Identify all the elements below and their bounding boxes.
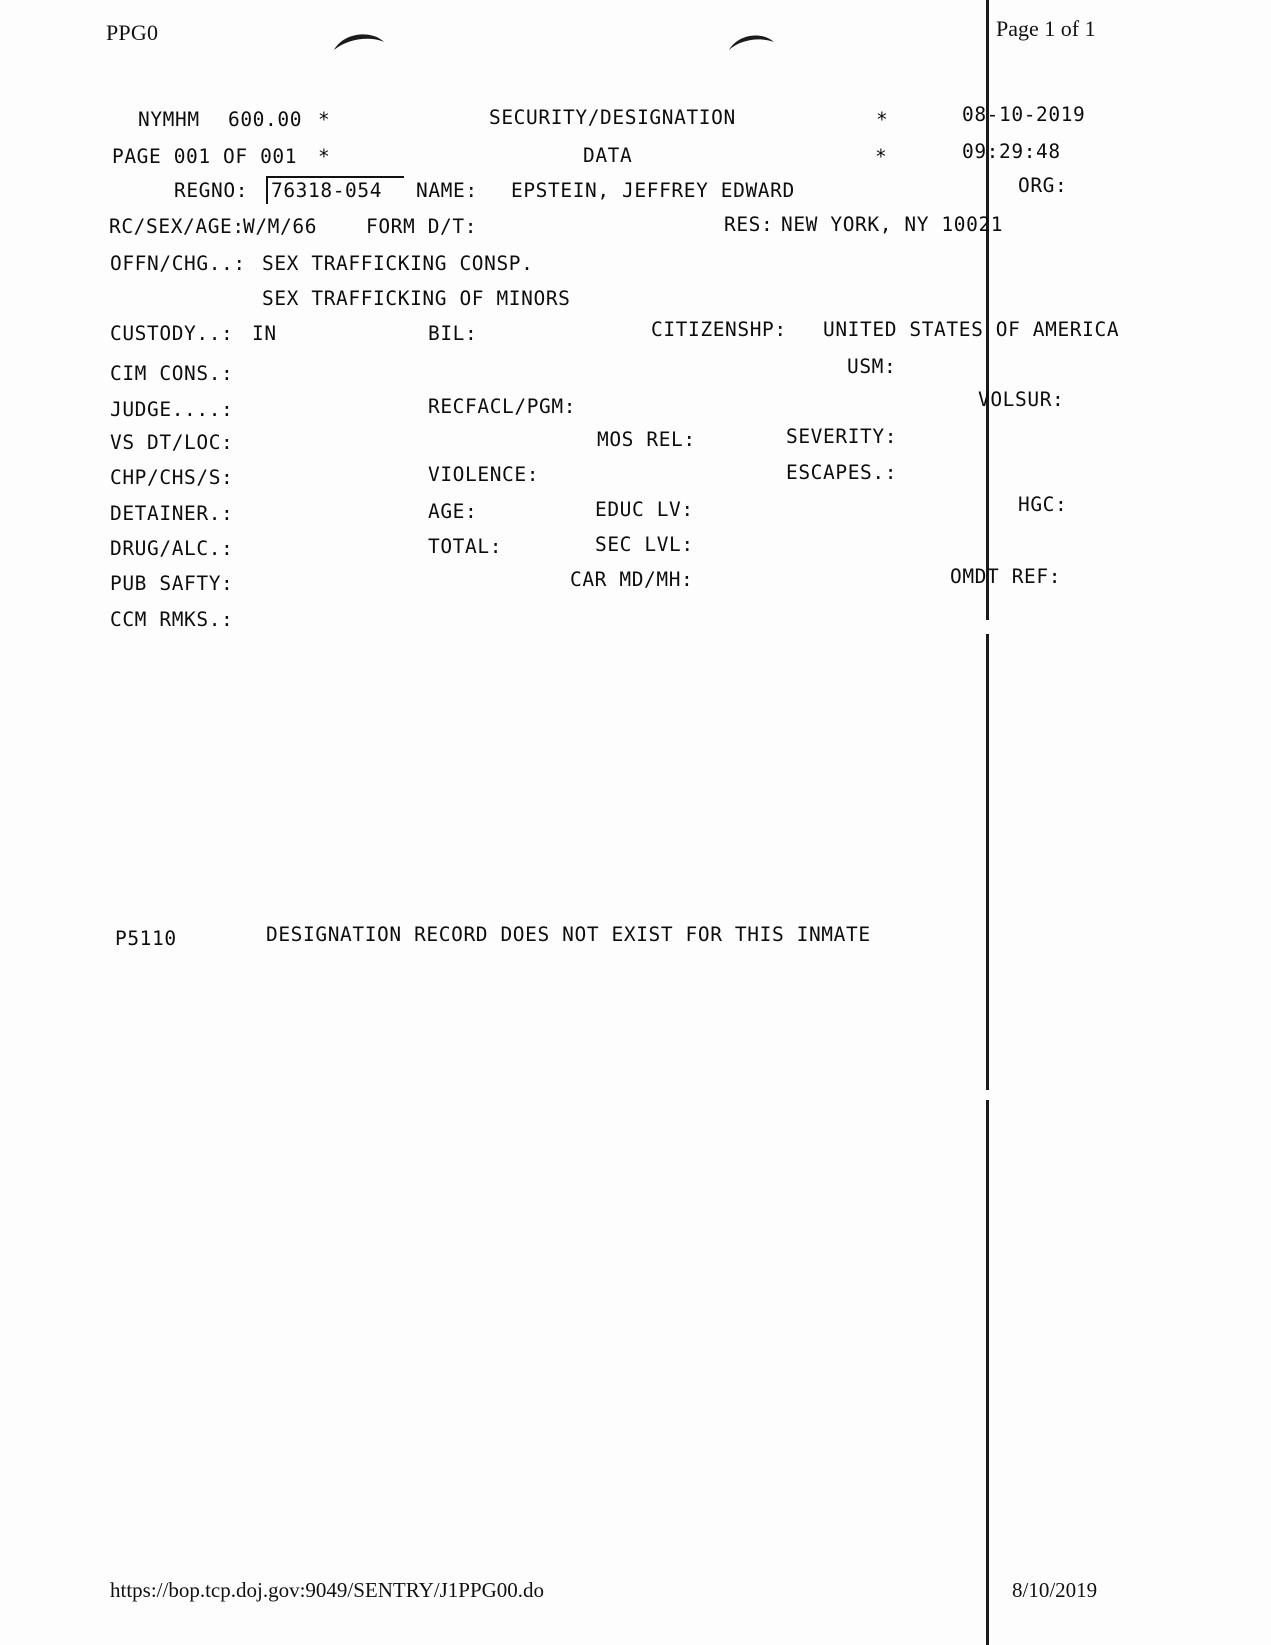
omdt-ref-label: OMDT REF: <box>950 565 1062 588</box>
usm-label: USM: <box>847 355 897 378</box>
residence-value: NEW YORK, NY 10021 <box>781 213 1004 236</box>
regno-value: 76318-054 <box>271 179 383 202</box>
voluntary-surrender-label: VOLSUR: <box>978 388 1065 411</box>
asterisk-separator-left: * <box>318 108 331 131</box>
name-label: NAME: <box>416 179 478 202</box>
regno-label: REGNO: <box>174 179 249 202</box>
custody-value: IN <box>252 322 277 345</box>
hgc-label: HGC: <box>1018 493 1068 516</box>
name-value: EPSTEIN, JEFFREY EDWARD <box>511 179 795 202</box>
security-level-label: SEC LVL: <box>595 533 694 556</box>
report-date: 08-10-2019 <box>962 103 1086 126</box>
race-sex-age-label: RC/SEX/AGE: <box>109 215 245 238</box>
offense-charge-value-1: SEX TRAFFICKING CONSP. <box>262 252 534 275</box>
print-header-left: PPG0 <box>106 20 159 45</box>
ccm-remarks-label: CCM RMKS.: <box>110 608 234 631</box>
report-time: 09:29:48 <box>962 140 1061 163</box>
residence-label: RES: <box>724 213 774 236</box>
detainer-label: DETAINER.: <box>110 502 234 525</box>
race-sex-age-value: W/M/66 <box>243 215 318 238</box>
chp-chs-s-label: CHP/CHS/S: <box>110 466 234 489</box>
print-footer-url: https://bop.tcp.doj.gov:9049/SENTRY/J1PPG00.do <box>110 1578 545 1602</box>
severity-label: SEVERITY: <box>786 425 898 448</box>
violence-label: VIOLENCE: <box>428 463 540 486</box>
vs-date-location-label: VS DT/LOC: <box>110 431 234 454</box>
form-datetime-label: FORM D/T: <box>366 215 478 238</box>
asterisk-separator-right-2: * <box>875 145 888 168</box>
months-to-release-label: MOS REL: <box>597 428 696 451</box>
age-label: AGE: <box>428 500 478 523</box>
screen-id: NYMHM <box>138 108 200 131</box>
message-code: P5110 <box>115 927 177 950</box>
recommended-facility-label: RECFACL/PGM: <box>428 395 577 418</box>
offense-charge-value-2: SEX TRAFFICKING OF MINORS <box>262 287 571 310</box>
custody-label: CUSTODY..: <box>110 322 234 345</box>
print-header-page-indicator: Page 1 of 1 <box>996 16 1096 41</box>
judge-label: JUDGE....: <box>110 398 234 421</box>
offense-charge-label: OFFN/CHG..: <box>110 252 246 275</box>
print-footer-date: 8/10/2019 <box>1012 1578 1098 1602</box>
escapes-label: ESCAPES.: <box>786 461 898 484</box>
education-level-label: EDUC LV: <box>595 498 694 521</box>
cim-consideration-label: CIM CONS.: <box>110 362 234 385</box>
message-text: DESIGNATION RECORD DOES NOT EXIST FOR THIS INMATE <box>266 923 871 946</box>
public-safety-label: PUB SAFTY: <box>110 572 234 595</box>
citizenship-value: UNITED STATES OF AMERICA <box>823 318 1120 341</box>
asterisk-separator-right: * <box>876 108 889 131</box>
report-title-line2: DATA <box>583 144 633 167</box>
citizenship-label: CITIZENSHP: <box>651 318 787 341</box>
asterisk-separator-left-2: * <box>318 145 331 168</box>
page-indicator: PAGE 001 OF 001 <box>112 145 298 168</box>
screen-number: 600.00 <box>228 108 303 131</box>
org-label: ORG: <box>1018 174 1068 197</box>
total-label: TOTAL: <box>428 535 503 558</box>
car-md-mh-label: CAR MD/MH: <box>570 568 694 591</box>
bil-label: BIL: <box>428 322 478 345</box>
drug-alcohol-label: DRUG/ALC.: <box>110 537 234 560</box>
report-title-line1: SECURITY/DESIGNATION <box>489 106 736 129</box>
